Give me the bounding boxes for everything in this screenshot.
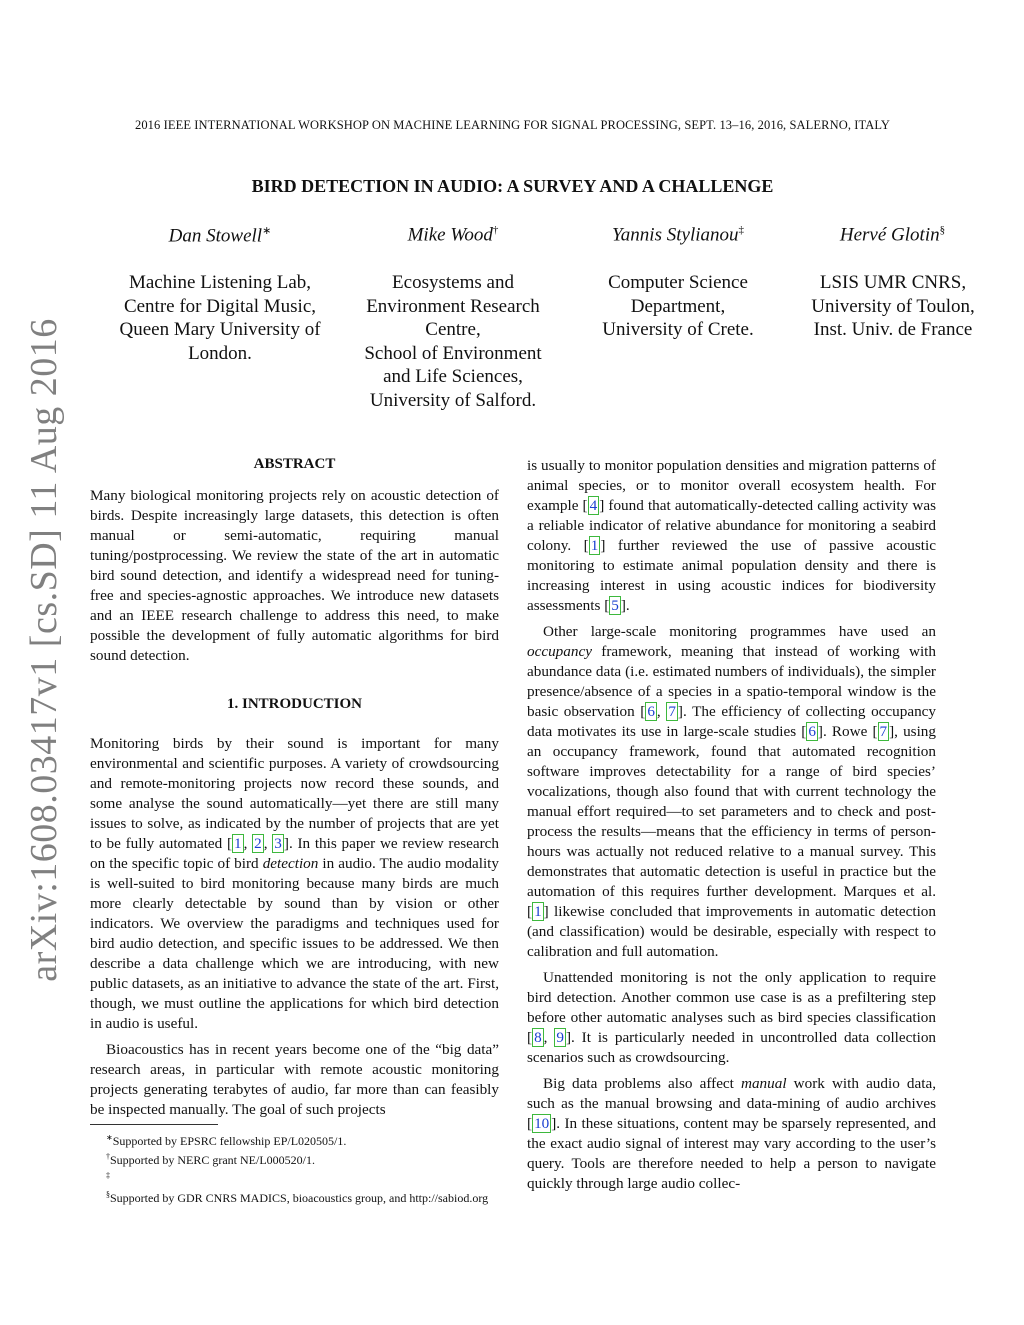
intro-body xyxy=(90,734,499,1120)
body-paragraph: Other large-scale monitoring programmes have used an occupancy framework, meaning that instead of working with abundance data (i.e. estimated numbers of individuals), the simpler presence/absence of a species in a spatio-temporal window is the basic observation [ 6 , 7 ]. The efficiency of collecting occupancy data motivates its use in large-scale studies [ 6 ]. Rowe [ 7 ], using an occupancy framework, found that automated recognition software improves detectability for a range of bird species’ vocalizations, though also found that with current technology the manual effort required—to set parameters and to check and post-process the results—means that the efficiency in terms of person-hours was actually not reduced relative to a manual survey. This demonstrates that automatic detection is useful in practice but the automation of this requires further development. Marques et al. [ 1 ] likewise concluded that improvements in automatic detection (and classification) would be desirable, especially with respect to calibration and full automation. xyxy=(527,623,937,960)
abstract-paragraph: Many biological monitoring projects rely on acoustic detection of birds. Despite increasingly large datasets, this detection is often manual or semi-automatic, requiring manual tuning/postprocessing. We review the state of the art in automatic bird sound detection, and identify a widespread need for tuning-free and species-agnostic approaches. We introduce new datasets and an IEEE research challenge to address this need, to make possible the development of fully automatic algorithms for bird sound detection. xyxy=(90,487,499,664)
citation-link[interactable]: 2 xyxy=(254,835,262,852)
citation-link[interactable]: 1 xyxy=(534,903,542,920)
arxiv-stamp xyxy=(23,318,65,982)
author-affiliation: Ecosystems and Environment Research Centre, School of Environment and Life Sciences, University of Salford. xyxy=(364,272,542,411)
paper-title: BIRD DETECTION IN AUDIO: A SURVEY AND A CHALLENGE xyxy=(251,176,774,196)
abstract-body xyxy=(90,486,499,666)
footnote: ‡ xyxy=(106,1171,110,1180)
citation-link[interactable]: 6 xyxy=(647,703,655,720)
footnotes xyxy=(90,1130,499,1206)
footnote: †Supported by NERC grant NE/L000520/1. xyxy=(106,1152,315,1167)
citation-link[interactable]: 6 xyxy=(808,723,816,740)
body-paragraph: Unattended monitoring is not the only application to require bird detection. Another common use case is as a prefiltering step before other automatic analyses such as bird species classification [ 8 , 9 ]. It is particularly needed in uncontrolled data collection scenarios such as crowdsourcing. xyxy=(527,969,937,1066)
citation-link[interactable]: 7 xyxy=(879,723,888,740)
citation-link[interactable]: 7 xyxy=(668,703,676,720)
right-column-body xyxy=(527,456,936,1194)
arxiv-stamp-text: arXiv:1608.03417v1 [cs.SD] 11 Aug 2016 xyxy=(23,318,65,982)
citation-link[interactable]: 8 xyxy=(534,1029,542,1046)
citation-link[interactable]: 4 xyxy=(589,497,598,514)
intro-paragraph: Monitoring birds by their sound is important for many environmental and scientific purposes. A variety of crowdsourcing and remote-monitoring projects now record these sounds, and some analyse the sound automatically—yet there are still many issues to solve, as indicated by the number of projects that are yet to be fully automated [ 1 , 2 , 3 ]. In this paper we review research on the specific topic of bird detection in audio. The audio modality is well-suited to bird monitoring because many birds are much more clearly detectable by sound than by vision or other indicators. We overview the paradigms and techniques used for bird audio detection, and specific issues to be addressed. We then describe a data challenge which we are introducing, with new public datasets, as an initiative to advance the state of the art. First, though, we must outline the applications for which bird detection in audio is useful. xyxy=(90,735,500,1032)
author-affiliation: LSIS UMR CNRS, University of Toulon, Inst. Univ. de France xyxy=(811,272,975,340)
author-name: Yannis Stylianou‡ xyxy=(611,224,744,246)
body-paragraph: is usually to monitor population densities and migration patterns of animal species, or to monitor overall ecosystem health. For example [ 4 ] found that automatically-detected calling activity was a reliable indicator of relative abundance for monitoring a seabird colony. [ 1 ] further reviewed the use of passive acoustic monitoring to estimate animal population density and there is increasing interest in using acoustic indices for biodiversity assessments [ 5 ]. xyxy=(527,457,936,614)
intro-paragraph: Bioacoustics has in recent years become one of the “big data” research areas, in particular with remote acoustic monitoring projects generating terabytes of audio, far more than can feasibly be inspected manually. The goal of such projects xyxy=(90,1041,499,1118)
citation-link[interactable]: 10 xyxy=(534,1115,550,1132)
footnote: ∗Supported by EPSRC fellowship EP/L020505/1. xyxy=(106,1133,347,1148)
section-heading-introduction: 1. INTRODUCTION xyxy=(226,696,362,712)
running-head: 2016 IEEE INTERNATIONAL WORKSHOP ON MACHINE LEARNING FOR SIGNAL PROCESSING, SEPT. 13–16, 2016, SALERNO, ITALY xyxy=(134,118,891,132)
author-affiliation: Computer Science Department, University of Crete. xyxy=(602,272,754,340)
abstract-heading: ABSTRACT xyxy=(253,456,336,472)
citation-link[interactable]: 3 xyxy=(274,835,282,852)
footnote-rule xyxy=(90,1124,218,1125)
author-affiliation: Machine Listening Lab, Centre for Digital Music, Queen Mary University of London. xyxy=(119,272,321,364)
citation-link[interactable]: 5 xyxy=(611,597,619,614)
citation-link[interactable]: 1 xyxy=(234,835,242,852)
citation-link[interactable]: 9 xyxy=(556,1029,564,1046)
citation-link[interactable]: 1 xyxy=(590,537,599,554)
footnote: §Supported by GDR CNRS MADICS, bioacoustics group, and http://sabiod.org xyxy=(106,1190,489,1205)
author-name: Dan Stowell∗ xyxy=(168,225,272,247)
body-paragraph: Big data problems also affect manual work with audio data, such as the manual browsing and data-mining of audio archives [ 10 ]. In these situations, content may be sparsely represented, and the exact audio signal of interest may vary according to the user’s query. Tools are therefore needed to help a person to navigate quickly through large audio collec- xyxy=(527,1075,936,1192)
author-name: Hervé Glotin§ xyxy=(839,224,946,246)
author-name: Mike Wood† xyxy=(407,224,499,246)
